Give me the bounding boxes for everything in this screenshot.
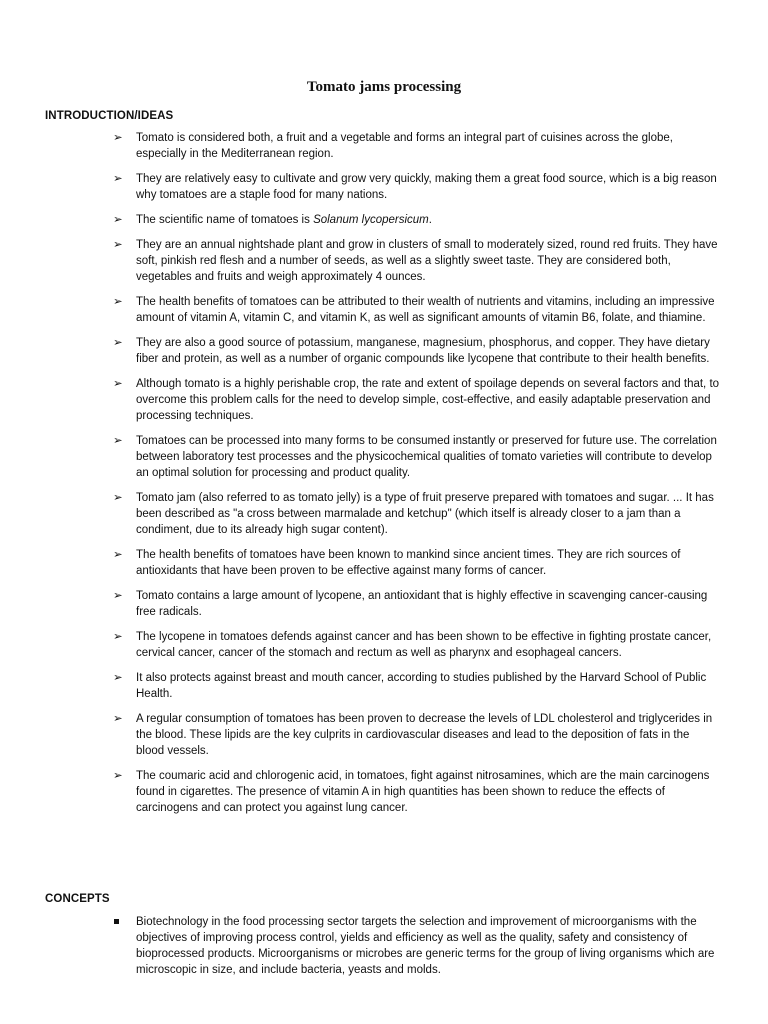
list-item xyxy=(0,588,768,620)
list-item-text: Tomatoes can be processed into many forms to be consumed instantly or preserved for future use. The correlation between laboratory test processes and the physicochemical qualities of tomato varieties will contribute to develop an optimal solution for processing and product quality. xyxy=(136,435,717,479)
list-item xyxy=(0,294,768,326)
list-item xyxy=(0,547,768,579)
arrow-bullet-icon: ➢ xyxy=(113,214,123,226)
list-item xyxy=(0,130,768,162)
list-item-text: The health benefits of tomatoes have been known to mankind since ancient times. They are rich sources of antioxidants that have been proven to be effective against many forms of cancer. xyxy=(136,549,681,577)
section-heading-concepts: CONCEPTS xyxy=(45,893,110,905)
list-item-text: The lycopene in tomatoes defends against cancer and has been shown to be effective in fighting prostate cancer, cervical cancer, cancer of the stomach and rectum as well as pharynx and esophageal cancers. xyxy=(136,631,712,659)
arrow-bullet-icon: ➢ xyxy=(113,631,123,643)
list-item-text: They are also a good source of potassium, manganese, magnesium, phosphorus, and copper. They have dietary fiber and protein, as well as a number of organic compounds like lycopene that contribute to their health benefits. xyxy=(136,337,710,365)
arrow-bullet-icon: ➢ xyxy=(113,672,123,684)
arrow-bullet-icon: ➢ xyxy=(113,296,123,308)
arrow-bullet-icon: ➢ xyxy=(113,239,123,251)
list-item-text: The coumaric acid and chlorogenic acid, in tomatoes, fight against nitrosamines, which are the main carcinogens found in cigarettes. The presence of vitamin A in high quantities has been shown to reduce the effects of carcinogens and can protect you against lung cancer. xyxy=(136,770,710,814)
list-item xyxy=(0,237,768,285)
list-item xyxy=(0,490,768,538)
arrow-bullet-icon: ➢ xyxy=(113,549,123,561)
scientific-name: Solanum lycopersicum xyxy=(313,214,429,226)
list-item xyxy=(0,212,768,228)
list-item xyxy=(0,711,768,759)
list-item-text: The health benefits of tomatoes can be attributed to their wealth of nutrients and vitamins, including an impressive amount of vitamin A, vitamin C, and vitamin K, as well as significant amounts of vitamin B6, folate, and thiamine. xyxy=(136,296,715,324)
list-item-text: It also protects against breast and mouth cancer, according to studies published by the Harvard School of Public Health. xyxy=(136,672,707,700)
list-item xyxy=(0,914,768,978)
list-item xyxy=(0,171,768,203)
list-item-text: Although tomato is a highly perishable crop, the rate and extent of spoilage depends on several factors and that, to overcome this problem calls for the need to develop simple, cost-effective, and easily adaptable preservation and processing techniques. xyxy=(136,378,720,422)
section-heading-intro: INTRODUCTION/IDEAS xyxy=(45,110,174,122)
list-item-text: The scientific name of tomatoes is Solanum lycopersicum. xyxy=(136,214,432,226)
concepts-bullet-list xyxy=(0,914,768,987)
square-bullet-icon xyxy=(114,919,119,924)
list-item xyxy=(0,670,768,702)
list-item xyxy=(0,376,768,424)
arrow-bullet-icon: ➢ xyxy=(113,173,123,185)
list-item-text: Tomato jam (also referred to as tomato jelly) is a type of fruit preserve prepared with tomatoes and sugar. ... It has been described as "a cross between marmalade and ketchup" (which itself is already closer to a jam than a condiment, due to its already high sugar content). xyxy=(136,492,714,536)
list-item xyxy=(0,335,768,367)
arrow-bullet-icon: ➢ xyxy=(113,337,123,349)
arrow-bullet-icon: ➢ xyxy=(113,378,123,390)
list-item-text: They are relatively easy to cultivate and grow very quickly, making them a great food source, which is a big reason why tomatoes are a staple food for many nations. xyxy=(136,173,717,201)
list-item-text: A regular consumption of tomatoes has been proven to decrease the levels of LDL cholesterol and triglycerides in the blood. These lipids are the key culprits in cardiovascular diseases and lead to the deposition of fats in the blood vessels. xyxy=(136,713,713,757)
arrow-bullet-icon: ➢ xyxy=(113,132,123,144)
list-item-text: Biotechnology in the food processing sector targets the selection and improvement of microorganisms with the objectives of improving process control, yields and efficiency as well as the quality, safety and consistency of bioprocessed products. Microorganisms or microbes are generic terms for the group of living organisms which are microscopic in size, and include bacteria, yeasts and molds. xyxy=(136,916,715,976)
arrow-bullet-icon: ➢ xyxy=(113,770,123,782)
arrow-bullet-icon: ➢ xyxy=(113,713,123,725)
arrow-bullet-icon: ➢ xyxy=(113,492,123,504)
arrow-bullet-icon: ➢ xyxy=(113,590,123,602)
list-item-text: Tomato is considered both, a fruit and a vegetable and forms an integral part of cuisines across the globe, especially in the Mediterranean region. xyxy=(136,132,673,160)
intro-bullet-list xyxy=(0,130,768,825)
list-item xyxy=(0,433,768,481)
document-title: Tomato jams processing xyxy=(306,79,462,95)
list-item xyxy=(0,768,768,816)
list-item xyxy=(0,629,768,661)
list-item-text: Tomato contains a large amount of lycopene, an antioxidant that is highly effective in scavenging cancer-causing free radicals. xyxy=(136,590,708,618)
list-item-text: They are an annual nightshade plant and grow in clusters of small to moderately sized, round red fruits. They have soft, pinkish red flesh and a number of seeds, as well as a slightly sweet taste. They are considered both, vegetables and fruits and weigh approximately 4 ounces. xyxy=(136,239,718,283)
arrow-bullet-icon: ➢ xyxy=(113,435,123,447)
